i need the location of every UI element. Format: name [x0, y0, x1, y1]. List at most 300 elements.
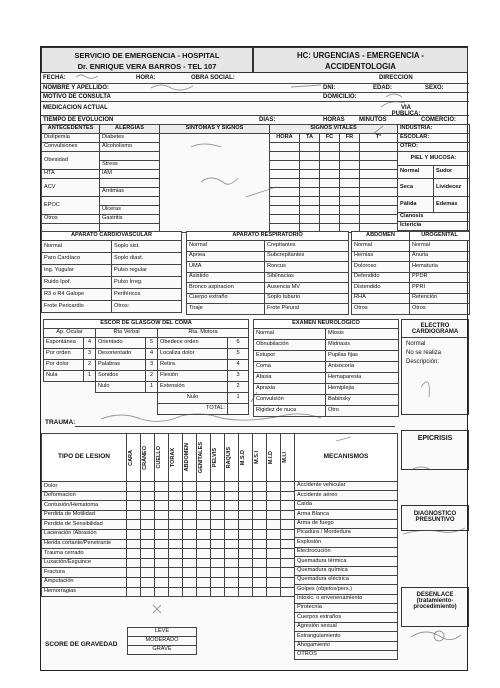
- cardio-item: Soplo sist.: [112, 241, 182, 253]
- lesion-cell[interactable]: [183, 491, 197, 501]
- lesion-cell[interactable]: [267, 577, 281, 587]
- lesion-cell[interactable]: [127, 568, 141, 578]
- lesion-cell[interactable]: [239, 491, 253, 501]
- lesion-cell[interactable]: [197, 577, 211, 587]
- lesion-cell[interactable]: [281, 549, 295, 559]
- lesion-cell[interactable]: [141, 482, 155, 492]
- glasgow-cell: Retira: [158, 360, 228, 371]
- lesion-cell[interactable]: [253, 529, 267, 539]
- neuro-title: EXAMEN NEUROLOGICO: [254, 320, 399, 329]
- neuro-item: Hemaparesia: [326, 373, 399, 384]
- lesion-cell[interactable]: [267, 529, 281, 539]
- antecedentes-table: [41, 124, 398, 233]
- lesion-cell[interactable]: [183, 482, 197, 492]
- vital-ta: TA: [300, 134, 320, 143]
- lesion-cell[interactable]: [281, 577, 295, 587]
- lesion-cell[interactable]: [267, 510, 281, 520]
- lesion-cell[interactable]: [155, 510, 169, 520]
- lesion-cell[interactable]: [253, 549, 267, 559]
- lesion-cell[interactable]: [197, 510, 211, 520]
- score-moderado: MODERADO: [128, 637, 197, 646]
- lesion-cell[interactable]: [239, 482, 253, 492]
- lesion-cell[interactable]: [141, 491, 155, 501]
- header-left-line2: Dr. ENRIQUE VERA BARROS - TEL 107: [77, 62, 217, 71]
- mecanismo-item: Agresión sexual: [295, 622, 398, 631]
- epicrisis-title: EPICRISIS: [417, 435, 453, 442]
- piel-normal: Normal: [398, 166, 434, 179]
- lesion-cell[interactable]: [239, 568, 253, 578]
- glasgow-cell: 1: [84, 371, 96, 382]
- resp-item: Tiraje: [187, 304, 265, 315]
- lesion-cell[interactable]: [211, 587, 225, 597]
- lesion-cell[interactable]: [169, 558, 183, 568]
- cardio-item: Periféricos: [112, 289, 182, 301]
- lesion-cell[interactable]: [169, 549, 183, 559]
- lesion-cell[interactable]: [141, 520, 155, 530]
- lesion-cell[interactable]: [141, 568, 155, 578]
- lesion-cell[interactable]: [211, 549, 225, 559]
- lesion-cell[interactable]: [183, 520, 197, 530]
- lesion-cell[interactable]: [141, 558, 155, 568]
- lesion-cell[interactable]: [281, 529, 295, 539]
- lesion-cell[interactable]: [127, 510, 141, 520]
- piel-lividecez: Lividecez: [434, 179, 470, 197]
- header-right-line2: ACCIDENTOLOGIA: [325, 62, 396, 71]
- lesion-cell[interactable]: [239, 510, 253, 520]
- lesion-cell[interactable]: [155, 529, 169, 539]
- lesion-cell[interactable]: [197, 529, 211, 539]
- lesion-cell[interactable]: [155, 539, 169, 549]
- lesion-cell[interactable]: [253, 587, 267, 597]
- antecedente-item: Stress: [100, 161, 160, 170]
- antecedente-item: ACV: [42, 179, 100, 197]
- lesion-cell[interactable]: [281, 491, 295, 501]
- lesion-cell[interactable]: [197, 587, 211, 597]
- region-col: GENITALES: [197, 434, 211, 482]
- diagnostico-box: [401, 505, 469, 531]
- lesion-cell[interactable]: [225, 510, 239, 520]
- neuro-item: Coma: [254, 362, 326, 373]
- cardio-item: Frote Pericardio: [42, 301, 112, 313]
- lesion-cell[interactable]: [281, 510, 295, 520]
- lesion-cell[interactable]: [267, 568, 281, 578]
- region-col: RAQUIS: [225, 434, 239, 482]
- lesion-cell[interactable]: [197, 520, 211, 530]
- lesion-cell[interactable]: [127, 501, 141, 511]
- emergency-form: [40, 46, 468, 671]
- lesion-cell[interactable]: [267, 520, 281, 530]
- lesion-cell[interactable]: [127, 529, 141, 539]
- lesion-cell[interactable]: [127, 539, 141, 549]
- comercio-label: COMERCIO:: [421, 117, 456, 123]
- lesion-table: [41, 433, 295, 597]
- lesion-cell[interactable]: [155, 482, 169, 492]
- urogenital-title: UROGENITAL: [410, 232, 470, 241]
- region-col: TORAX: [169, 434, 183, 482]
- lesion-cell[interactable]: [267, 558, 281, 568]
- lesion-cell[interactable]: [281, 539, 295, 549]
- lesion-cell[interactable]: [169, 482, 183, 492]
- lesion-cell[interactable]: [169, 577, 183, 587]
- abdomen-item: Distendido: [352, 283, 410, 294]
- piel-ictericia: Ictericia: [398, 222, 470, 231]
- lesion-cell[interactable]: [267, 549, 281, 559]
- region-col: ABDOMEN: [183, 434, 197, 482]
- lesion-cell[interactable]: [183, 568, 197, 578]
- glasgow-cell: 6: [228, 338, 249, 349]
- lesion-cell[interactable]: [197, 501, 211, 511]
- desenlace-title-2: (tratamiento-: [416, 598, 454, 604]
- lesion-cell[interactable]: [253, 501, 267, 511]
- region-col: M.I.I: [281, 434, 295, 482]
- resp-item: Cuerpo extraño: [187, 293, 265, 304]
- nombre-label: NOMBRE Y APELLIDO:: [43, 85, 109, 91]
- resp-item: Frote Pleural: [265, 304, 349, 315]
- mecanismos-table: [294, 433, 398, 660]
- mecanismos-header: MECANISMOS: [295, 434, 398, 482]
- abdomen-item: Otros: [352, 304, 410, 315]
- glasgow-cell: 4: [146, 349, 158, 360]
- mecanismo-item: Accidente aéreo: [295, 491, 398, 500]
- dias-label: DIAS:: [259, 117, 276, 123]
- lesion-cell[interactable]: [169, 587, 183, 597]
- vital-t: T°: [360, 134, 398, 143]
- cardio-item: Paro Cardíaco: [42, 253, 112, 265]
- ecg-title-2: CARDIOGRAMA: [411, 329, 459, 335]
- antecedente-item: Gastritis: [100, 215, 160, 224]
- neuro-item: Estupor: [254, 351, 326, 362]
- lesion-cell[interactable]: [197, 549, 211, 559]
- region-col: CRÁNEO: [141, 434, 155, 482]
- cardio-item: Ing. Yugular: [42, 265, 112, 277]
- vital-hora: HORA: [270, 134, 300, 143]
- piel-mucosa-table: [397, 124, 470, 231]
- piel-mucosa-label: PIEL Y MUCOSA:: [398, 152, 470, 166]
- lesion-cell[interactable]: [281, 482, 295, 492]
- lesion-cell[interactable]: [169, 501, 183, 511]
- cardio-item: Pulso Irreg.: [112, 277, 182, 289]
- lesion-cell[interactable]: [225, 501, 239, 511]
- resp-item: Roncus: [265, 262, 349, 273]
- glasgow-cell: 1: [146, 382, 158, 393]
- glasgow-cell: 5: [228, 349, 249, 360]
- lesion-cell[interactable]: [183, 529, 197, 539]
- mecanismo-item: Ahogamiento: [295, 641, 398, 650]
- lesion-cell[interactable]: [155, 549, 169, 559]
- lesion-item: Hemorragias: [42, 587, 127, 597]
- lesion-cell[interactable]: [253, 491, 267, 501]
- neuro-item: Babinsky: [326, 395, 399, 406]
- lesion-cell[interactable]: [127, 491, 141, 501]
- lesion-cell[interactable]: [197, 482, 211, 492]
- lesion-cell[interactable]: [127, 587, 141, 597]
- lesion-cell[interactable]: [225, 539, 239, 549]
- glasgow-cell: Nula: [44, 371, 84, 382]
- lesion-cell[interactable]: [169, 520, 183, 530]
- glasgow-cell: 4: [228, 360, 249, 371]
- lesion-cell[interactable]: [211, 520, 225, 530]
- region-col: M.S.D: [239, 434, 253, 482]
- lesion-cell[interactable]: [281, 568, 295, 578]
- neuro-item: Afasia: [254, 373, 326, 384]
- antecedente-item: Arritmias: [100, 188, 160, 197]
- lesion-cell[interactable]: [267, 587, 281, 597]
- header-left: [41, 47, 253, 73]
- lesion-cell[interactable]: [141, 501, 155, 511]
- lesion-cell[interactable]: [281, 520, 295, 530]
- lesion-cell[interactable]: [141, 510, 155, 520]
- cardio-title: APARATO CARDIOVASCULAR: [42, 232, 182, 241]
- urogenital-item: Otros: [410, 304, 470, 315]
- lesion-cell[interactable]: [183, 510, 197, 520]
- lesion-cell[interactable]: [239, 577, 253, 587]
- lesion-item: Dolor: [42, 482, 127, 492]
- lesion-cell[interactable]: [155, 568, 169, 578]
- lesion-cell[interactable]: [127, 482, 141, 492]
- lesion-item: Fractura: [42, 568, 127, 578]
- glasgow-cell: Sonidos: [96, 371, 146, 382]
- escolar-label: ESCOLAR:: [398, 134, 470, 143]
- glasgow-cell: Por dolor: [44, 360, 84, 371]
- lesion-cell[interactable]: [169, 529, 183, 539]
- signos-vitales-header: SIGNOS VITALES: [270, 125, 398, 134]
- mecanismo-item: Quemadura térmica: [295, 557, 398, 566]
- antecedente-item: Otros: [42, 215, 100, 224]
- mecanismo-item: Electrocución: [295, 547, 398, 556]
- glasgow-cell: Desorientado: [96, 349, 146, 360]
- glasgow-header-ocular: Ap. Ocular: [44, 329, 96, 338]
- cardio-item: Pulso regular: [112, 265, 182, 277]
- neuro-item: Convulsión: [254, 395, 326, 406]
- mecanismo-item: Picadura / Mordedura: [295, 528, 398, 537]
- mecanismo-item: Explosión: [295, 538, 398, 547]
- lesion-cell[interactable]: [155, 491, 169, 501]
- lesion-cell[interactable]: [281, 558, 295, 568]
- region-col: PELVIS: [211, 434, 225, 482]
- score-gravedad-label: SCORE DE GRAVEDAD: [45, 641, 118, 648]
- lesion-cell[interactable]: [253, 568, 267, 578]
- direccion-label: DIRECCION: [379, 75, 413, 81]
- lesion-cell[interactable]: [211, 577, 225, 587]
- lesion-cell[interactable]: [211, 539, 225, 549]
- abdomen-item: RHA: [352, 293, 410, 304]
- resp-item: Sibilnacias: [265, 272, 349, 283]
- mecanismo-item: Cuerpos extraños: [295, 613, 398, 622]
- lesion-cell[interactable]: [225, 587, 239, 597]
- lesion-cell[interactable]: [169, 568, 183, 578]
- lesion-cell[interactable]: [155, 587, 169, 597]
- mecanismo-item: Quemadura eléctrica: [295, 575, 398, 584]
- lesion-item: Contusión/Hematoma: [42, 501, 127, 511]
- lesion-cell[interactable]: [225, 491, 239, 501]
- glasgow-cell: 5: [146, 338, 158, 349]
- neuro-item: Apraxia: [254, 384, 326, 395]
- minutos-label: MINUTOS: [359, 117, 387, 123]
- lesion-cell[interactable]: [267, 539, 281, 549]
- resp-item: Normal: [187, 241, 265, 252]
- mecanismo-item: Pirotecnia: [295, 604, 398, 613]
- mecanismo-item: Arma de fuego: [295, 519, 398, 528]
- abdomen-table: [351, 231, 470, 315]
- desenlace-title-1: DESENLACE: [416, 592, 454, 598]
- lesion-cell[interactable]: [155, 558, 169, 568]
- cardio-item: Normal: [42, 241, 112, 253]
- lesion-cell[interactable]: [141, 577, 155, 587]
- lesion-cell[interactable]: [183, 577, 197, 587]
- lesion-cell[interactable]: [127, 558, 141, 568]
- lesion-cell[interactable]: [225, 549, 239, 559]
- region-col: CARA: [127, 434, 141, 482]
- lesion-cell[interactable]: [197, 558, 211, 568]
- lesion-cell[interactable]: [281, 587, 295, 597]
- lesion-cell[interactable]: [127, 520, 141, 530]
- lesion-cell[interactable]: [239, 587, 253, 597]
- lesion-cell[interactable]: [183, 539, 197, 549]
- resp-title: APARATO RESPIRATORIO: [187, 232, 349, 241]
- lesion-cell[interactable]: [183, 501, 197, 511]
- piel-seca: Seca: [398, 179, 434, 197]
- lesion-cell[interactable]: [211, 558, 225, 568]
- cardio-table: [41, 231, 182, 313]
- lesion-cell[interactable]: [267, 501, 281, 511]
- lesion-cell[interactable]: [239, 529, 253, 539]
- lesion-cell[interactable]: [211, 501, 225, 511]
- lesion-cell[interactable]: [155, 501, 169, 511]
- edad-label: EDAD:: [373, 85, 392, 91]
- lesion-cell[interactable]: [169, 539, 183, 549]
- lesion-item: Laceración /Abrasión: [42, 529, 127, 539]
- hora-label: HORA:: [136, 75, 156, 81]
- antecedente-item: EPOC: [42, 197, 100, 215]
- lesion-cell[interactable]: [225, 482, 239, 492]
- lesion-cell[interactable]: [127, 549, 141, 559]
- lesion-cell[interactable]: [211, 491, 225, 501]
- lesion-cell[interactable]: [141, 529, 155, 539]
- alergias-header: ALERGIAS: [100, 125, 160, 134]
- lesion-cell[interactable]: [183, 549, 197, 559]
- lesion-cell[interactable]: [253, 520, 267, 530]
- lesion-cell[interactable]: [253, 482, 267, 492]
- abdomen-item: Normal: [352, 241, 410, 252]
- fecha-label: FECHA:: [43, 75, 66, 81]
- lesion-cell[interactable]: [141, 587, 155, 597]
- glasgow-cell: 3: [84, 349, 96, 360]
- lesion-cell[interactable]: [169, 491, 183, 501]
- mecanismo-item: OTROS: [295, 651, 398, 660]
- lesion-cell[interactable]: [267, 482, 281, 492]
- ecg-box: [401, 319, 469, 415]
- lesion-cell[interactable]: [211, 568, 225, 578]
- lesion-cell[interactable]: [281, 501, 295, 511]
- lesion-cell[interactable]: [239, 539, 253, 549]
- abdomen-title: ABDOMEN: [352, 232, 410, 241]
- trauma-label: TRAUMA:: [45, 419, 76, 426]
- antecedente-item: Ulceras: [100, 206, 160, 215]
- lesion-cell[interactable]: [225, 520, 239, 530]
- lesion-cell[interactable]: [225, 529, 239, 539]
- lesion-cell[interactable]: [239, 501, 253, 511]
- abdomen-item: Doloroso: [352, 262, 410, 273]
- lesion-cell[interactable]: [239, 549, 253, 559]
- lesion-cell[interactable]: [211, 529, 225, 539]
- cardio-item: Soplo diast.: [112, 253, 182, 265]
- lesion-cell[interactable]: [197, 539, 211, 549]
- tiempo-label: TIEMPO DE EVOLUCION: [43, 117, 114, 123]
- glasgow-cell: Localiza dolor: [158, 349, 228, 360]
- lesion-cell[interactable]: [225, 577, 239, 587]
- antecedente-item: IAM: [100, 170, 160, 179]
- neuro-item: Otro: [326, 406, 399, 417]
- lesion-cell[interactable]: [211, 510, 225, 520]
- glasgow-cell: 4: [84, 338, 96, 349]
- lesion-cell[interactable]: [239, 558, 253, 568]
- vital-fc: FC: [320, 134, 340, 143]
- glasgow-cell: Flexión: [158, 371, 228, 382]
- antecedentes-header: ANTECEDENTES: [42, 125, 100, 134]
- lesion-cell[interactable]: [197, 568, 211, 578]
- glasgow-cell: Palabras: [96, 360, 146, 371]
- sintomas-header: SINTOMAS Y SIGNOS: [160, 125, 270, 134]
- score-leve: LEVE: [128, 628, 197, 637]
- lesion-cell[interactable]: [183, 558, 197, 568]
- lesion-cell[interactable]: [197, 491, 211, 501]
- lesion-cell[interactable]: [225, 568, 239, 578]
- abdomen-item: Hernias: [352, 251, 410, 262]
- urogenital-item: Hematuria: [410, 262, 470, 273]
- lesion-cell[interactable]: [155, 520, 169, 530]
- resp-item: Apnea: [187, 251, 265, 262]
- lesion-cell[interactable]: [225, 558, 239, 568]
- lesion-cell[interactable]: [141, 549, 155, 559]
- glasgow-total-label: TOTAL:: [158, 404, 228, 415]
- desenlace-box: [401, 587, 469, 627]
- neuro-item: Midriasis: [326, 340, 399, 351]
- urogenital-item: PPDR: [410, 272, 470, 283]
- lesion-cell[interactable]: [267, 491, 281, 501]
- lesion-cell[interactable]: [253, 510, 267, 520]
- lesion-cell[interactable]: [127, 577, 141, 587]
- cardio-item: Otros:: [112, 301, 182, 313]
- header-right-line1: HC: URGENCIAS - EMERGENCIA -: [296, 51, 425, 60]
- lesion-cell[interactable]: [253, 558, 267, 568]
- lesion-cell[interactable]: [183, 587, 197, 597]
- lesion-cell[interactable]: [141, 539, 155, 549]
- domicilio-label: DOMICILIO:: [323, 94, 357, 100]
- glasgow-title: ESCOR DE GLASGOW DEL COMA: [44, 320, 249, 329]
- lesion-cell[interactable]: [253, 577, 267, 587]
- piel-cianosis: Cianosis: [398, 213, 470, 222]
- diagnostico-title-1: DIAGNOSTICO: [413, 511, 457, 517]
- urogenital-item: Anuria: [410, 251, 470, 262]
- urogenital-item: Normal: [410, 241, 470, 252]
- glasgow-cell: Obedece orden: [158, 338, 228, 349]
- lesion-cell[interactable]: [253, 539, 267, 549]
- neuro-item: Rigidez de nuca: [254, 406, 326, 417]
- glasgow-cell: Por orden: [44, 349, 84, 360]
- neuro-item: Pupilas fijas: [326, 351, 399, 362]
- obra-social-label: OBRA SOCIAL:: [191, 75, 235, 81]
- motivo-label: MOTIVO DE CONSULTA: [43, 94, 111, 100]
- lesion-cell[interactable]: [211, 482, 225, 492]
- epicrisis-box: [401, 430, 469, 470]
- lesion-cell[interactable]: [155, 577, 169, 587]
- lesion-cell[interactable]: [239, 520, 253, 530]
- mecanismo-item: Estrangulamiento: [295, 632, 398, 641]
- lesion-cell[interactable]: [169, 510, 183, 520]
- antecedente-item: HTA: [42, 170, 100, 179]
- horas-label: HORAS: [323, 117, 345, 123]
- lesion-item: Herida cortante/Penetrante: [42, 539, 127, 549]
